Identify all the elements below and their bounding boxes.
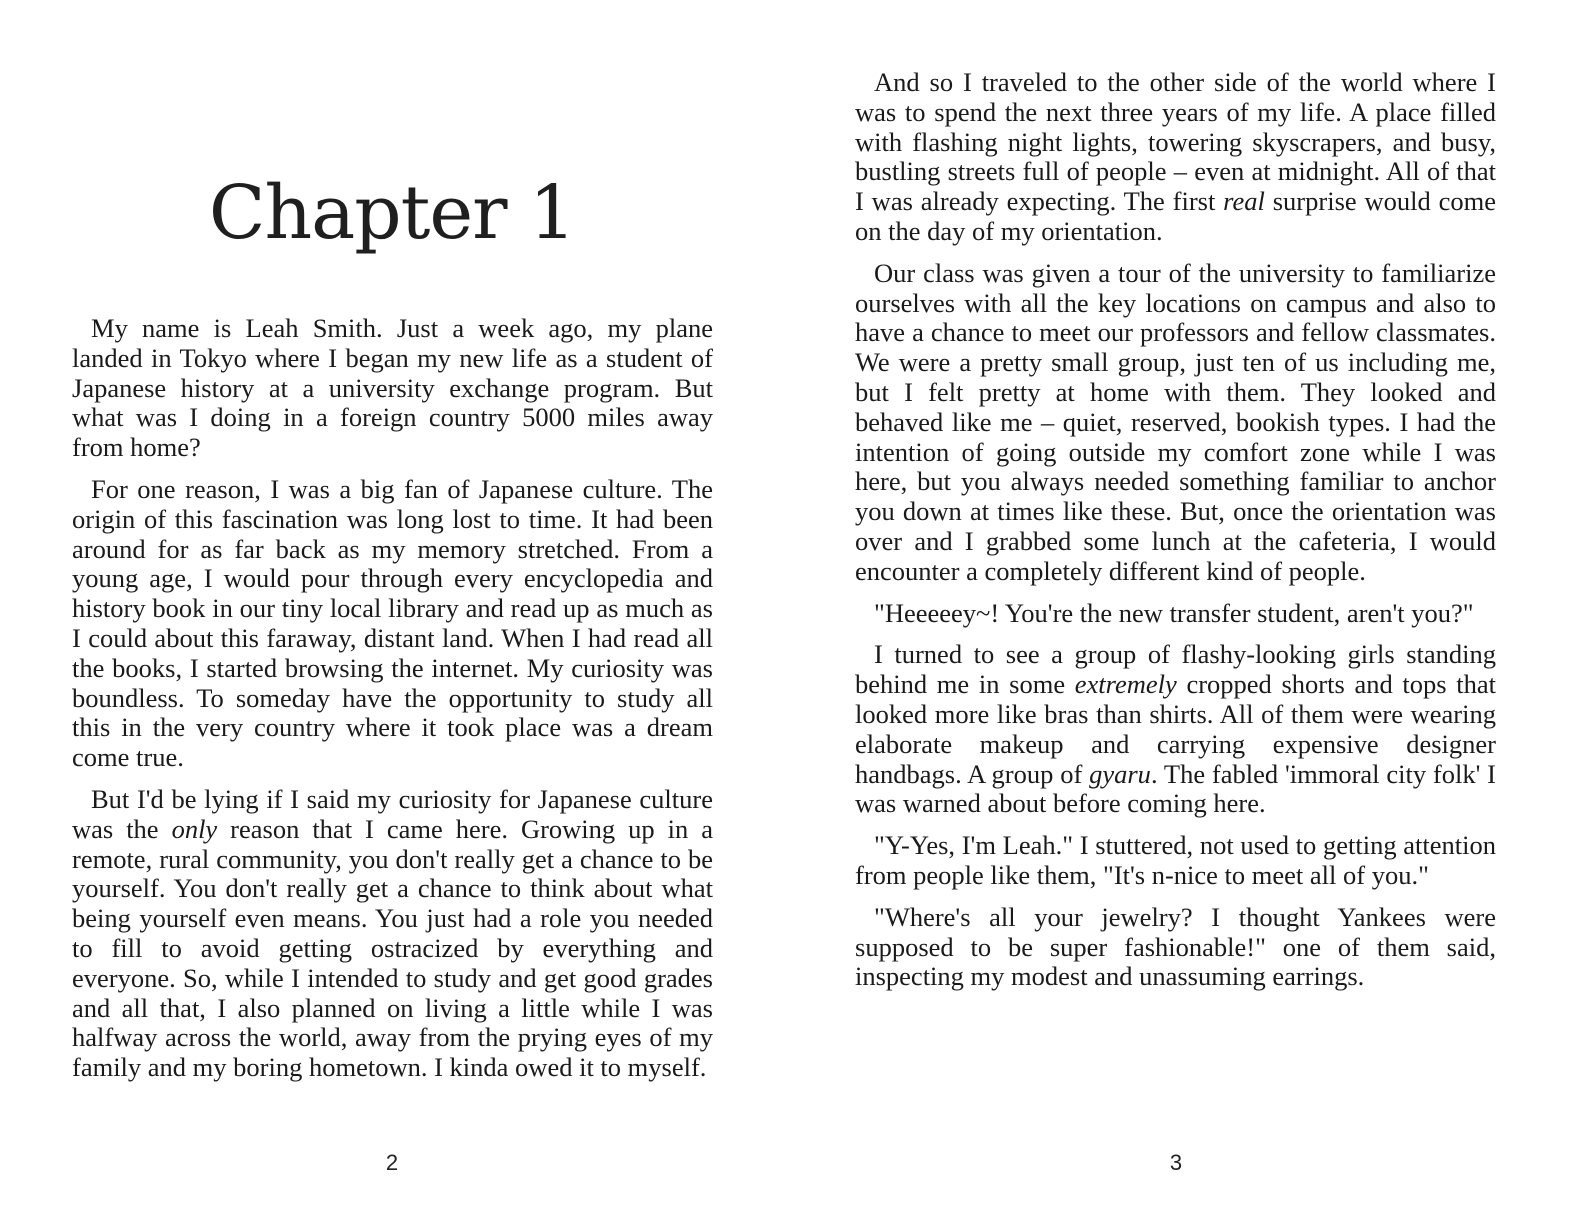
right-paragraph-4 <box>855 640 1496 819</box>
right-paragraph-3 <box>855 599 1496 629</box>
text-run: And so I traveled to the other side of the world where I was to spend the next three years of my life. A place filled with flashing night lights, towering skyscrapers, and busy, bustling streets full of people – even at midnight. All of that I was already expecting. The first <box>855 67 1496 217</box>
right-paragraph-1 <box>855 68 1496 247</box>
right-page-body <box>855 68 1496 1004</box>
page-number: 2 <box>385 1150 399 1175</box>
text-run: cropped shorts and tops that looked more like bras than shirts. All of them were wearing elaborate makeup and carrying expensive designer handbags. A group of <box>855 669 1496 789</box>
left-paragraph-3 <box>72 785 713 1083</box>
emphasis-text: real <box>1223 186 1265 217</box>
page-number: 3 <box>1169 1150 1183 1175</box>
text-run: For one reason, I was a big fan of Japanese culture. The origin of this fascination was long lost to time. It had been around for as far back as my memory stretched. From a young age, I would pour through every encyclopedia and history book in our tiny local library and read up as much as I could about this faraway, distant land. When I had read all the books, I started browsing the internet. My curiosity was boundless. To someday have the opportunity to study all this in the very country where it took place was a dream come true. <box>72 473 713 773</box>
text-run: . The fabled 'immoral city folk' I was warned about before coming here. <box>855 758 1496 819</box>
emphasis-text: extremely <box>1074 669 1177 700</box>
right-paragraph-2 <box>855 259 1496 587</box>
text-run: My name is Leah Smith. Just a week ago, my plane landed in Tokyo where I began my new life as a student of Japanese history at a university exchange program. But what was I doing in a foreign country 5000 miles away from home? <box>72 313 713 463</box>
text-run: "Where's all your jewelry? I thought Yankees were supposed to be super fashionable!" one of them said, inspecting my modest and unassuming earrings. <box>855 901 1496 992</box>
left-paragraph-2 <box>72 475 713 773</box>
text-run: Our class was given a tour of the university to familiarize ourselves with all the key locations on campus and also to have a chance to meet our professors and fellow classmates. We were a pretty small group, just ten of us including me, but I felt pretty at home with them. They looked and behaved like me – quiet, reserved, bookish types. I had the intention of going outside my comfort zone while I was here, but you always needed something familiar to anchor you down at times like these. But, once the orientation was over and I grabbed some lunch at the cafeteria, I would encounter a completely different kind of people. <box>855 257 1496 586</box>
left-page-body <box>72 314 713 1095</box>
right-page <box>792 0 1584 1224</box>
right-paragraph-6 <box>855 903 1496 992</box>
emphasis-text: only <box>171 813 218 844</box>
chapter-title: Chapter 1 <box>208 170 576 256</box>
text-run: I turned to see a group of flashy-looking girls standing behind me in some <box>855 639 1496 700</box>
text-run: But I'd be lying if I said my curiosity for Japanese culture was the <box>72 783 713 844</box>
emphasis-text: gyaru <box>1089 758 1151 789</box>
text-run: reason that I came here. Growing up in a remote, rural community, you don't really get a chance to be yourself. You don't really get a chance to think about what being yourself even means. You just had a role you needed to fill to avoid getting ostracized by everything and everyone. So, while I intended to study and get good grades and all that, I also planned on living a little while I was halfway across the world, away from the prying eyes of my family and my boring hometown. I kinda owed it to myself. <box>72 813 713 1083</box>
text-run: "Heeeeey~! You're the new transfer student, aren't you?" <box>874 597 1474 628</box>
text-run: "Y-Yes, I'm Leah." I stuttered, not used to getting attention from people like them, "It's n-nice to meet all of you." <box>855 830 1496 890</box>
text-run: surprise would come on the day of my orientation. <box>855 186 1496 246</box>
right-paragraph-5 <box>855 831 1496 891</box>
left-paragraph-1 <box>72 314 713 463</box>
